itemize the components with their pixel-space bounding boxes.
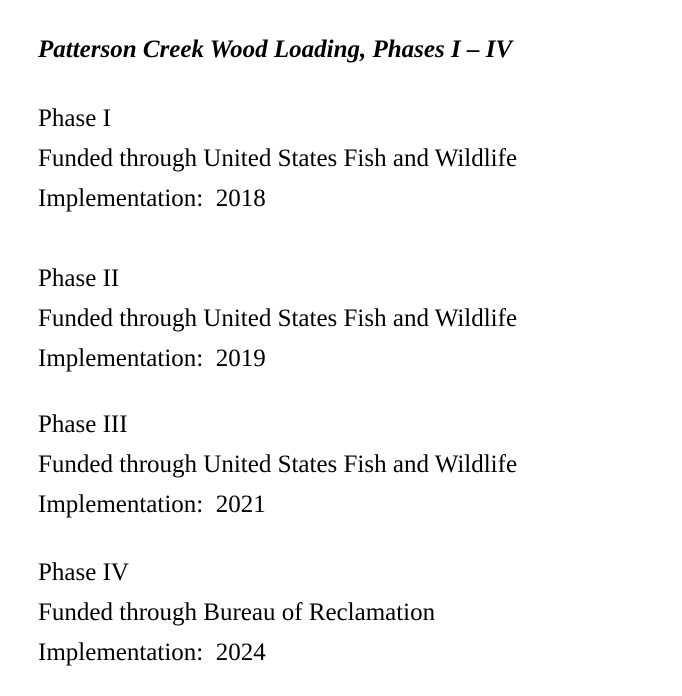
phase-implementation: Implementation: 2019 — [38, 345, 266, 372]
phase-funding: Funded through Bureau of Reclamation — [38, 599, 436, 626]
phase-funding: Funded through United States Fish and Wildlife — [38, 451, 518, 478]
phase-funding: Funded through United States Fish and Wildlife — [38, 305, 518, 332]
phase-block-4 — [38, 553, 435, 673]
document-title: Patterson Creek Wood Loading, Phases I – IV — [38, 36, 513, 63]
phase-block-3 — [38, 405, 517, 525]
phase-implementation: Implementation: 2021 — [38, 491, 266, 518]
phase-block-2 — [38, 259, 517, 379]
phase-name: Phase I — [38, 105, 111, 132]
phase-funding: Funded through United States Fish and Wildlife — [38, 145, 518, 172]
phase-block-1 — [38, 99, 517, 219]
phase-name: Phase III — [38, 411, 128, 438]
phase-implementation: Implementation: 2018 — [38, 185, 266, 212]
phase-name: Phase II — [38, 265, 120, 292]
phase-implementation: Implementation: 2024 — [38, 639, 266, 666]
phase-name: Phase IV — [38, 559, 129, 586]
